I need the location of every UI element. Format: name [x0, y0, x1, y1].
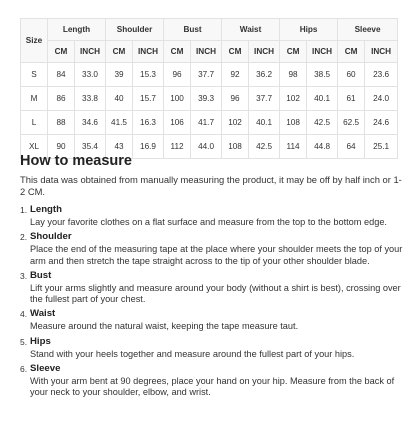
- step-number: 1.: [20, 205, 28, 215]
- step-description: Measure around the natural waist, keeping the tape measure taut.: [30, 321, 299, 332]
- table-header-units: [21, 41, 398, 63]
- value-cell: 42.5: [249, 135, 280, 159]
- value-cell: 23.6: [365, 63, 398, 87]
- step-description: Lay your favorite clothes on a flat surface and measure from the top to the bottom edge.: [30, 217, 387, 227]
- value-cell: 15.7: [133, 87, 164, 111]
- value-cell: 33.0: [75, 63, 106, 87]
- size-cell: S: [21, 63, 48, 87]
- value-cell: 39: [106, 63, 133, 87]
- unit-inch: INCH: [365, 41, 398, 63]
- value-cell: 86: [48, 87, 75, 111]
- unit-inch: INCH: [75, 41, 106, 63]
- value-cell: 61: [338, 87, 365, 111]
- value-cell: 43: [106, 135, 133, 159]
- table-row: [21, 63, 398, 87]
- unit-cm: CM: [164, 41, 191, 63]
- size-chart-table: [20, 18, 398, 159]
- value-cell: 36.2: [249, 63, 280, 87]
- step-number: 6.: [20, 364, 28, 375]
- value-cell: 25.1: [365, 135, 398, 159]
- step-waist: [20, 308, 404, 332]
- value-cell: 100: [164, 87, 191, 111]
- size-cell: XL: [21, 135, 48, 159]
- step-title: Sleeve: [30, 363, 61, 375]
- value-cell: 35.4: [75, 135, 106, 159]
- step-shoulder: [20, 231, 404, 267]
- step-hips: [20, 336, 404, 360]
- value-cell: 38.5: [307, 63, 338, 87]
- value-cell: 37.7: [249, 87, 280, 111]
- step-sleeve: [20, 363, 404, 399]
- size-cell: L: [21, 111, 48, 135]
- value-cell: 62.5: [338, 111, 365, 135]
- value-cell: 98: [280, 63, 307, 87]
- value-cell: 96: [164, 63, 191, 87]
- value-cell: 37.7: [191, 63, 222, 87]
- value-cell: 16.9: [133, 135, 164, 159]
- unit-inch: INCH: [133, 41, 164, 63]
- value-cell: 106: [164, 111, 191, 135]
- value-cell: 41.7: [191, 111, 222, 135]
- value-cell: 64: [338, 135, 365, 159]
- table-row: [21, 111, 398, 135]
- value-cell: 102: [280, 87, 307, 111]
- step-length: [20, 204, 404, 228]
- unit-cm: CM: [222, 41, 249, 63]
- step-number: 2.: [20, 232, 28, 243]
- value-cell: 15.3: [133, 63, 164, 87]
- value-cell: 34.6: [75, 111, 106, 135]
- how-to-measure-intro: This data was obtained from manually measuring the product, it may be off by half inch or 1-2 CM.: [20, 174, 402, 197]
- unit-inch: INCH: [307, 41, 338, 63]
- unit-cm: CM: [106, 41, 133, 63]
- step-description: Place the end of the measuring tape at the place where your shoulder meets the top of your arm and then stretch the tape straight across to the tip of your other shoulder blade.: [30, 244, 403, 266]
- unit-inch: INCH: [191, 41, 222, 63]
- shoulder-header: Shoulder: [106, 19, 164, 41]
- bust-header: Bust: [164, 19, 222, 41]
- value-cell: 92: [222, 63, 249, 87]
- value-cell: 102: [222, 111, 249, 135]
- how-to-measure-title: How to measure: [20, 153, 132, 169]
- step-number: 3.: [20, 270, 28, 281]
- value-cell: 40.1: [249, 111, 280, 135]
- value-cell: 96: [222, 87, 249, 111]
- sleeve-header: Sleeve: [338, 19, 398, 41]
- waist-header: Waist: [222, 19, 280, 41]
- value-cell: 16.3: [133, 111, 164, 135]
- size-column-header: Size: [21, 19, 48, 63]
- value-cell: 90: [48, 135, 75, 159]
- value-cell: 44.8: [307, 135, 338, 159]
- value-cell: 33.8: [75, 87, 106, 111]
- step-title: Bust: [30, 269, 52, 281]
- value-cell: 108: [222, 135, 249, 159]
- step-bust: [20, 270, 404, 306]
- value-cell: 42.5: [307, 111, 338, 135]
- value-cell: 114: [280, 135, 307, 159]
- value-cell: 88: [48, 111, 75, 135]
- size-cell: M: [21, 87, 48, 111]
- value-cell: 44.0: [191, 135, 222, 159]
- step-description: Stand with your heels together and measure around the fullest part of your hips.: [30, 348, 355, 359]
- value-cell: 24.0: [365, 87, 398, 111]
- unit-cm: CM: [48, 41, 75, 63]
- step-title: Shoulder: [30, 231, 72, 243]
- how-to-measure-section: [20, 152, 404, 402]
- step-number: 5.: [20, 336, 28, 347]
- step-title: Length: [30, 204, 62, 215]
- value-cell: 108: [280, 111, 307, 135]
- length-header: Length: [48, 19, 106, 41]
- value-cell: 84: [48, 63, 75, 87]
- unit-cm: CM: [338, 41, 365, 63]
- value-cell: 60: [338, 63, 365, 87]
- table-header-groups: [21, 19, 398, 41]
- value-cell: 40: [106, 87, 133, 111]
- step-title: Hips: [30, 335, 51, 347]
- value-cell: 24.6: [365, 111, 398, 135]
- value-cell: 40.1: [307, 87, 338, 111]
- measure-steps-list: [20, 204, 404, 399]
- value-cell: 112: [164, 135, 191, 159]
- unit-inch: INCH: [249, 41, 280, 63]
- table-row: [21, 87, 398, 111]
- step-title: Waist: [30, 308, 56, 320]
- step-number: 4.: [20, 309, 28, 320]
- value-cell: 41.5: [106, 111, 133, 135]
- unit-cm: CM: [280, 41, 307, 63]
- value-cell: 39.3: [191, 87, 222, 111]
- hips-header: Hips: [280, 19, 338, 41]
- step-description: With your arm bent at 90 degrees, place your hand on your hip. Measure from the back of your neck to your shoulder, elbow, and wrist.: [30, 376, 395, 398]
- step-description: Lift your arms slightly and measure around your body (without a shirt is best), crossing over the fullest part of your chest.: [30, 282, 401, 305]
